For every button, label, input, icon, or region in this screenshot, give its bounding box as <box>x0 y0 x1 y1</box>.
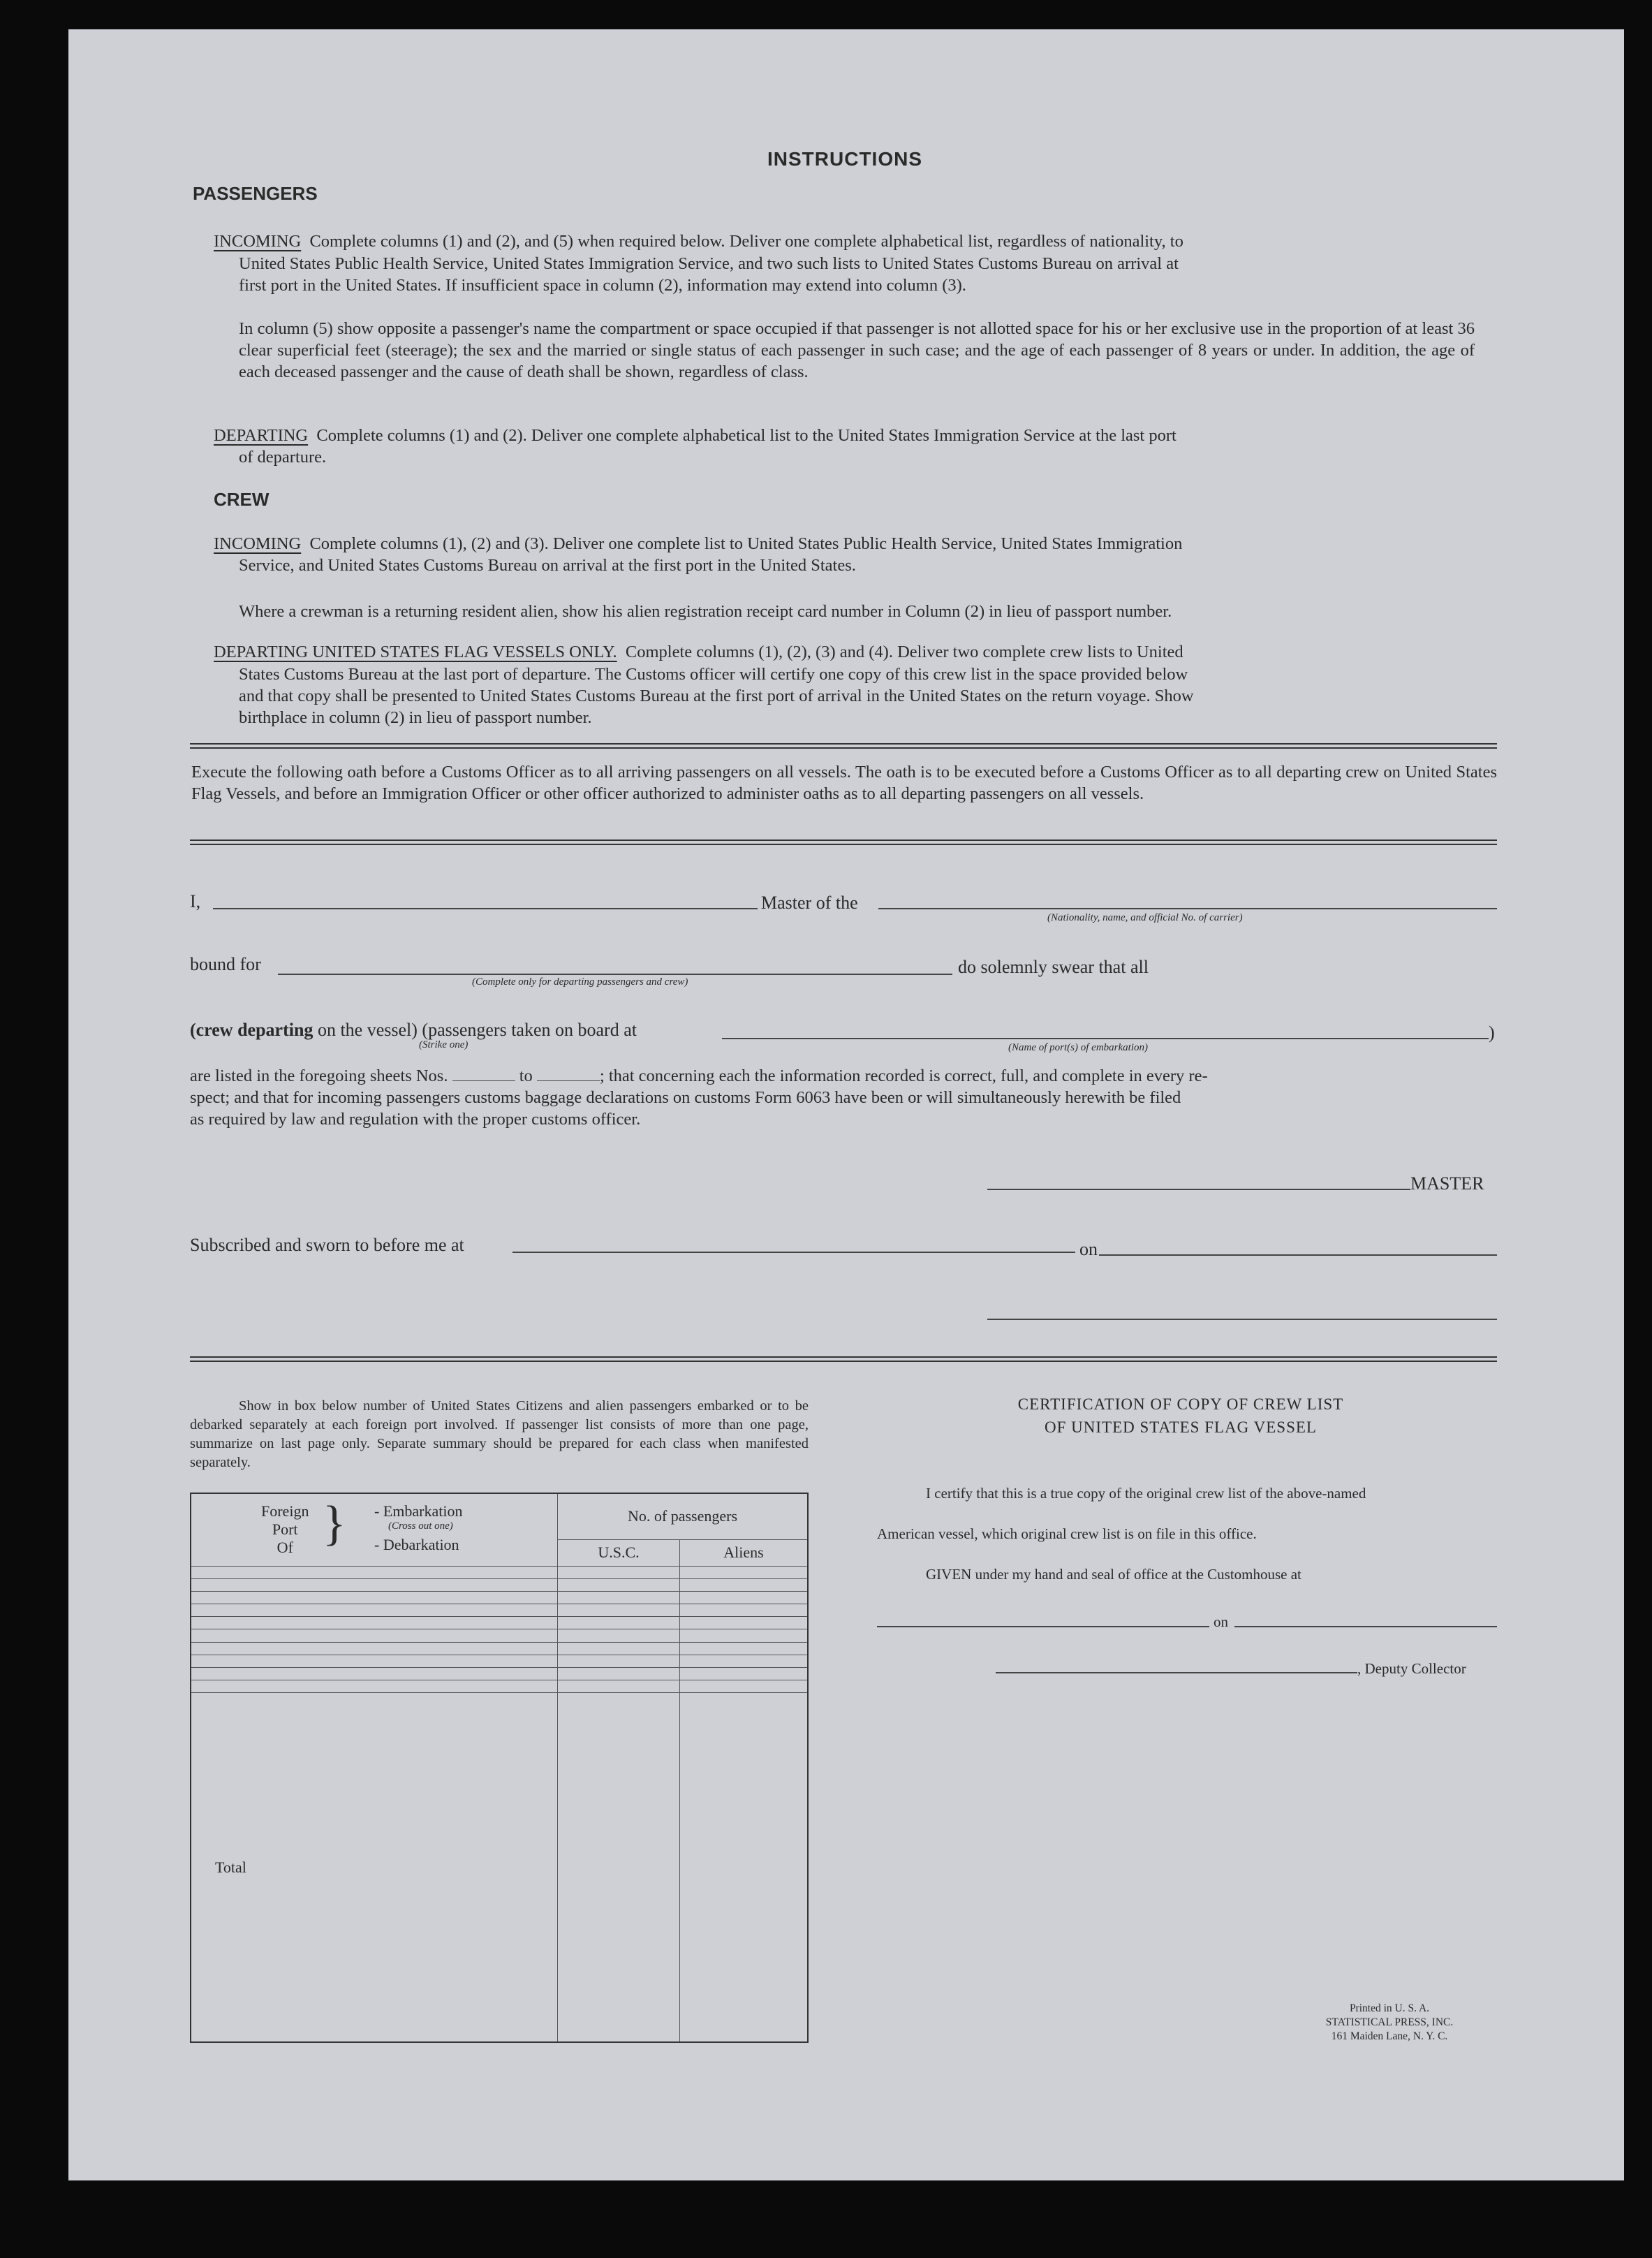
certification-heading: CERTIFICATION OF COPY OF CREW LIST OF UNITED STATES FLAG VESSEL <box>1017 1395 1344 1436</box>
crew-heading: CREW <box>214 489 270 510</box>
passengers-incoming-l1: INCOMING Complete columns (1) and (2), and (5) when required below. Deliver one complete alphabetical list, regardless of nationality, to <box>214 232 1183 251</box>
cert-date-line[interactable] <box>1234 1626 1497 1627</box>
port-header-cell: Foreign Port Of } - Embarkation (Cross out one) - Debarkation <box>191 1493 558 1566</box>
bound-caption: (Complete only for departing passengers and crew) <box>472 976 688 988</box>
certify-line-2: American vessel, which original crew list is on file in this office. <box>877 1525 1257 1542</box>
sheet-to-field[interactable] <box>537 1080 600 1081</box>
given-line: GIVEN under my hand and seal of office at the Customhouse at <box>926 1566 1301 1583</box>
table-row <box>191 1667 808 1680</box>
crew-incoming-l1: INCOMING Complete columns (1), (2) and (3). Deliver one complete list to United States Public Health Service, United States Immigration <box>214 534 1183 553</box>
crew-incoming-l2: Service, and United States Customs Bureau on arrival at the first port in the United States. <box>239 556 856 575</box>
sworn-place-line[interactable] <box>512 1252 1075 1253</box>
printer-imprint: Printed in U. S. A. STATISTICAL PRESS, INC. 161 Maiden Lane, N. Y. C. <box>1325 2002 1454 2042</box>
embarkation-port-line[interactable] <box>722 1038 1489 1039</box>
listed-line-3: as required by law and regulation with the proper customs officer. <box>190 1110 641 1129</box>
subscribed-label: Subscribed and sworn to before me at <box>190 1235 464 1255</box>
crew-departing-l2: States Customs Bureau at the last port of departure. The Customs officer will certify one copy of this crew list in the space provided below <box>239 665 1188 684</box>
total-label: Total <box>191 1693 558 2042</box>
brace-icon: } <box>323 1497 346 1550</box>
sheet-from-field[interactable] <box>452 1080 515 1081</box>
page-title: INSTRUCTIONS <box>767 148 922 170</box>
bound-for-line[interactable] <box>278 974 952 975</box>
master-name-line[interactable] <box>213 908 758 909</box>
crew-passenger-line: (crew departing on the vessel) (passengers taken on board at <box>190 1020 637 1040</box>
listed-line-1: are listed in the foregoing sheets Nos. to ; that concerning each the information recorded is correct, full, and complete in every re- <box>190 1066 1208 1085</box>
oath-i-label: I, <box>190 891 201 911</box>
table-row <box>191 1617 808 1629</box>
sworn-date-line[interactable] <box>1099 1254 1497 1256</box>
crew-departing-label: DEPARTING UNITED STATES FLAG VESSELS ONLY. <box>214 643 617 661</box>
master-of-the-label: Master of the <box>761 893 858 913</box>
table-row <box>191 1655 808 1667</box>
table-row <box>191 1566 808 1578</box>
sworn-on-label: on <box>1079 1239 1098 1259</box>
swear-text: do solemnly swear that all <box>958 957 1149 977</box>
table-row <box>191 1591 808 1604</box>
oath-instruction: Execute the following oath before a Customs Officer as to all arriving passengers on all vessels. The oath is to be executed before a Customs Officer as to all departing crew on United States Flag Vessels, and before an Immigration Officer or other officer authorized to administer oaths as to all departing passengers on all vessels. <box>191 763 1497 803</box>
bound-for-label: bound for <box>190 954 261 974</box>
aliens-header: Aliens <box>680 1539 809 1566</box>
summary-instruction: Show in box below number of United States Citizens and alien passengers embarked or to be debarked separately at each foreign port involved. If passenger list consists of more than one page, summarize on last page only. Separate summary should be prepared for each class when manifested separately. <box>190 1398 809 1470</box>
divider <box>190 743 1497 745</box>
crew-resident-text: Where a crewman is a returning resident alien, show his alien registration receipt card number in Column (2) in lieu of passport number. <box>239 602 1172 621</box>
crew-departing-l3: and that copy shall be presented to United States Customs Bureau at the first port of arrival in the United States on the return voyage. Show <box>239 687 1194 705</box>
certify-line-1: I certify that this is a true copy of the original crew list of the above-named <box>926 1485 1366 1502</box>
officer-signature-line[interactable] <box>987 1319 1497 1320</box>
cert-on-label: on <box>1214 1613 1228 1630</box>
divider <box>190 1356 1497 1358</box>
no-of-passengers-header: No. of passengers <box>558 1493 809 1539</box>
table-row <box>191 1680 808 1693</box>
passengers-incoming-label: INCOMING <box>214 232 302 251</box>
passengers-heading: PASSENGERS <box>193 183 318 204</box>
deputy-signature-line[interactable] <box>996 1672 1357 1673</box>
divider <box>190 747 1497 749</box>
crew-incoming-label: INCOMING <box>214 534 302 553</box>
usc-header: U.S.C. <box>558 1539 680 1566</box>
master-signature-label: MASTER <box>1410 1173 1484 1194</box>
strike-one-caption: (Strike one) <box>419 1039 469 1050</box>
passengers-incoming-l3: first port in the United States. If insufficient space in column (2), information may extend into column (3). <box>239 276 966 295</box>
crew-departing-l4: birthplace in column (2) in lieu of passport number. <box>239 708 592 727</box>
table-row <box>191 1604 808 1617</box>
divider <box>190 840 1497 841</box>
passengers-incoming-l2: United States Public Health Service, United States Immigration Service, and two such lists to United States Customs Bureau on arrival at <box>239 254 1179 273</box>
passengers-departing-l2: of departure. <box>239 448 327 467</box>
ports-summary-table <box>190 1493 809 2043</box>
close-paren: ) <box>1489 1022 1495 1043</box>
crew-departing-l1: DEPARTING UNITED STATES FLAG VESSELS ONLY. Complete columns (1), (2), (3) and (4). Deliver two complete crew lists to United <box>214 643 1183 661</box>
carrier-caption: (Nationality, name, and official No. of carrier) <box>1047 912 1243 923</box>
deputy-collector-label: , Deputy Collector <box>1357 1660 1466 1677</box>
table-row <box>191 1629 808 1642</box>
passengers-departing-label: DEPARTING <box>214 426 309 445</box>
table-row <box>191 1578 808 1591</box>
table-row-total <box>191 1693 808 2042</box>
master-signature-line[interactable] <box>987 1189 1410 1190</box>
port-caption: (Name of port(s) of embarkation) <box>1008 1042 1148 1053</box>
passengers-column5-text: In column (5) show opposite a passenger's name the compartment or space occupied if that passenger is not allotted space for his or her exclusive use in the proportion of at least 36 clear superficial feet (steerage); the sex and the married or single status of each passenger in such case; and the age of each passenger of 8 years or under. In addition, the age of each deceased passenger and the cause of death shall be shown, regardless of class. <box>239 319 1475 381</box>
listed-line-2: spect; and that for incoming passengers customs baggage declarations on customs Form 6063 have been or will simultaneously herewith be filed <box>190 1088 1181 1107</box>
divider <box>190 844 1497 845</box>
carrier-line[interactable] <box>878 908 1497 909</box>
passengers-departing-l1: DEPARTING Complete columns (1) and (2). Deliver one complete alphabetical list to the United States Immigration Service at the last port <box>214 426 1177 445</box>
customhouse-line[interactable] <box>877 1626 1209 1627</box>
table-row <box>191 1642 808 1655</box>
divider <box>190 1361 1497 1362</box>
